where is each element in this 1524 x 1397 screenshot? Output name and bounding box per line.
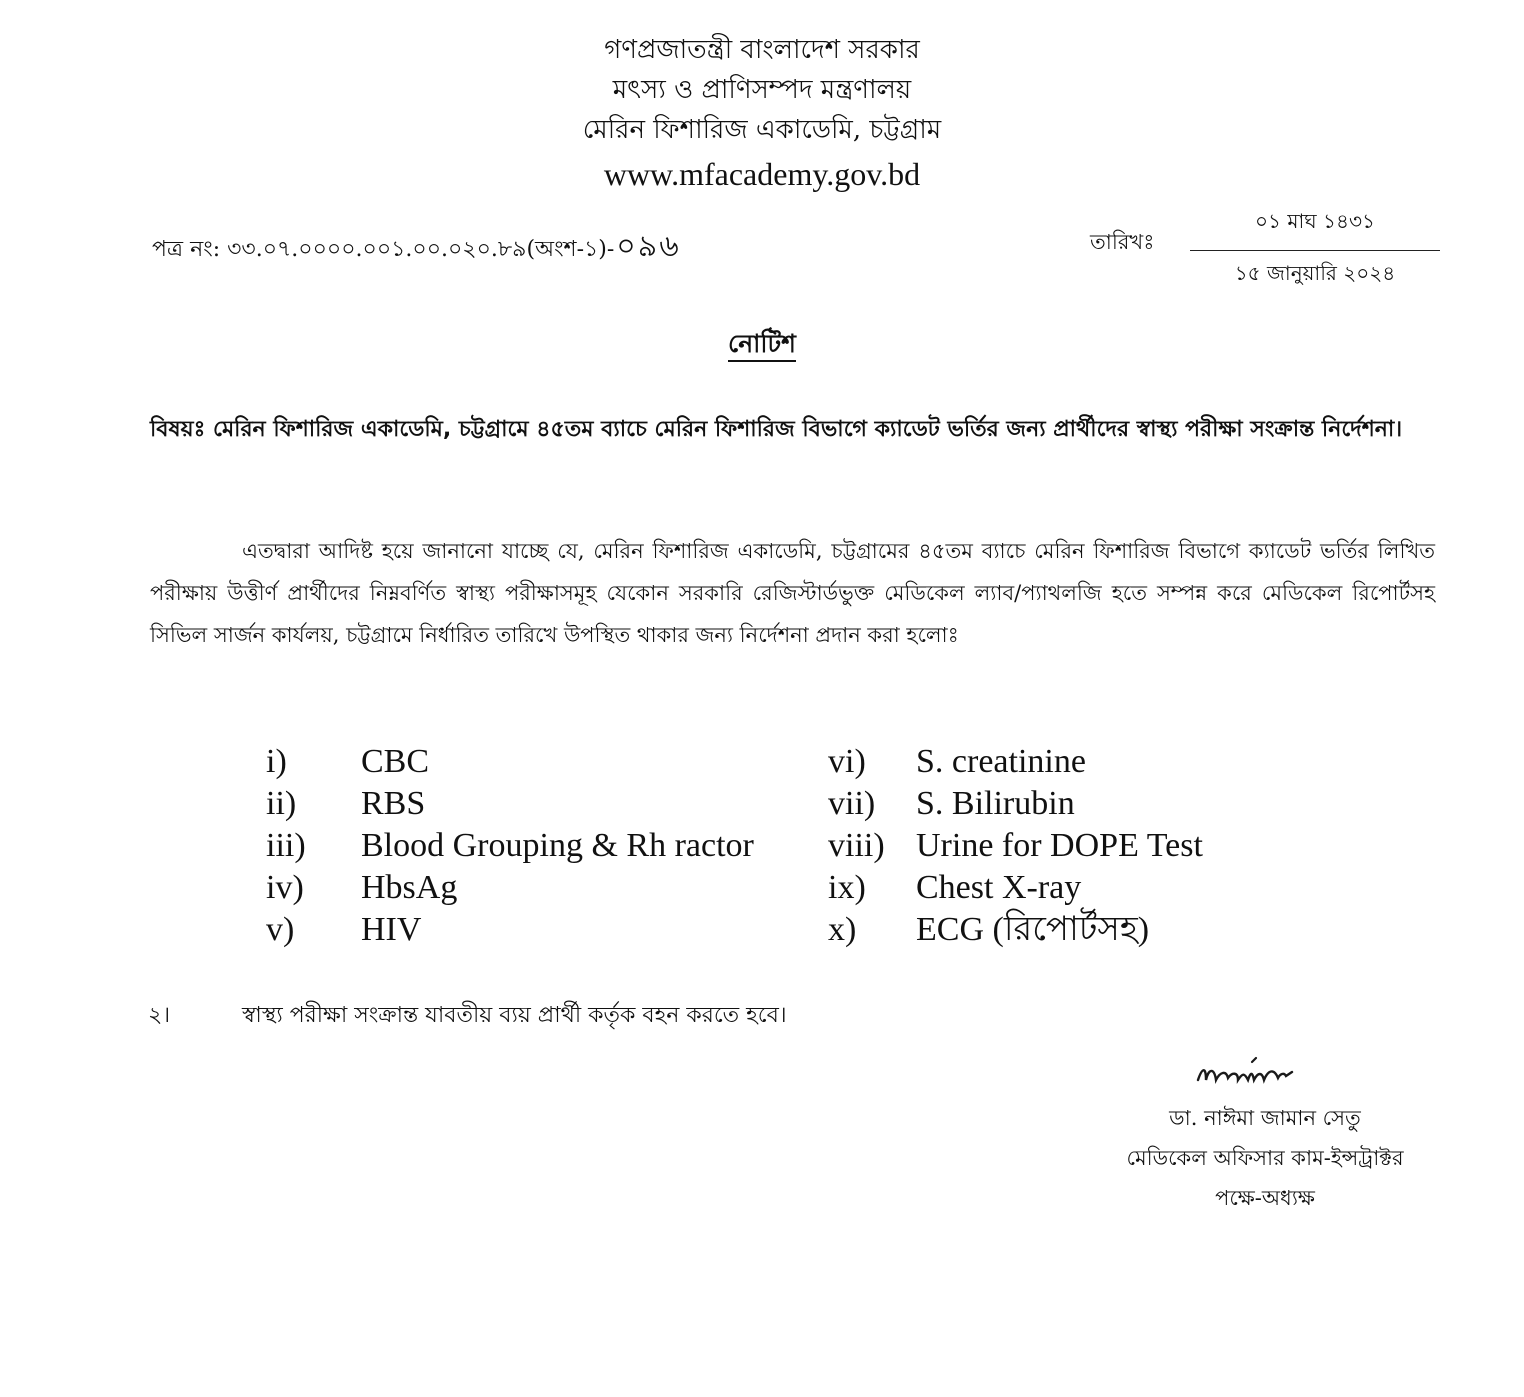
test-number: vi) (828, 743, 866, 780)
test-item (828, 825, 1203, 867)
test-number: v) (266, 911, 295, 948)
test-number: iii) (266, 827, 306, 864)
test-item (828, 783, 1203, 825)
test-name: ECG (রিপোর্টসহ) (916, 911, 1150, 948)
test-item (266, 741, 754, 783)
test-name: HbsAg (361, 869, 458, 906)
signatory-name: ডা. নাঈমা জামান সেতু (1169, 1106, 1361, 1130)
test-item (266, 783, 754, 825)
notice-heading (0, 324, 1524, 367)
handwritten-signature (1192, 1050, 1322, 1096)
point-number: ২। (148, 1003, 171, 1028)
test-name: S. creatinine (916, 743, 1086, 780)
instruction-point-2 (148, 998, 787, 1035)
signatory-on-behalf: পক্ষে-অধ্যক্ষ (1215, 1186, 1315, 1210)
letterhead (0, 30, 1524, 196)
test-name: S. Bilirubin (916, 785, 1075, 822)
signatory-designation: মেডিকেল অফিসার কাম-ইন্সট্রাক্টর (1126, 1146, 1404, 1170)
signature-block (1080, 1050, 1450, 1218)
test-name: RBS (361, 785, 426, 822)
test-number: iv) (266, 869, 304, 906)
memo-number (152, 222, 681, 273)
test-item (266, 825, 754, 867)
test-name: Chest X-ray (916, 869, 1082, 906)
test-item (266, 867, 754, 909)
website-url[interactable]: www.mfacademy.gov.bd (603, 156, 921, 192)
test-number: ii) (266, 785, 297, 822)
test-number: ix) (828, 869, 866, 906)
test-name: CBC (361, 743, 430, 780)
academy-name: মেরিন ফিশারিজ একাডেমি, চট্টগ্রাম (582, 115, 942, 145)
point-text: স্বাস্থ্য পরীক্ষা সংক্রান্ত যাবতীয় ব্যয় প্রার্থী কর্তৃক বহন করতে হবে। (242, 1003, 787, 1028)
government-name: গণপ্রজাতন্ত্রী বাংলাদেশ সরকার (604, 35, 920, 65)
test-item (828, 867, 1203, 909)
date-label: তারিখঃ (1090, 230, 1155, 254)
subject-line: বিষয়ঃ মেরিন ফিশারিজ একাডেমি, চট্টগ্রামে ৪৫তম ব্যাচে মেরিন ফিশারিজ বিভাগে ক্যাডেট ভর্তির জন্য প্রার্থীদের স্বাস্থ্য পরীক্ষা সংক্রান্ত নির্দেশনা। (150, 417, 1403, 442)
test-number: x) (828, 911, 857, 948)
test-list-right (828, 741, 1203, 951)
test-item (266, 909, 754, 951)
date-gregorian: ১৫ জানুয়ারি ২০২৪ (1234, 261, 1396, 285)
test-number: vii) (828, 785, 876, 822)
test-name: Blood Grouping & Rh ractor (361, 827, 754, 864)
test-item (828, 909, 1203, 951)
memo-handwritten-number: ০৯৬ (616, 229, 681, 264)
date-block (1190, 207, 1440, 292)
test-list-left (266, 741, 754, 951)
test-number: viii) (828, 827, 885, 864)
body-paragraph: এতদ্বারা আদিষ্ট হয়ে জানানো যাচ্ছে যে, মেরিন ফিশারিজ একাডেমি, চট্টগ্রামের ৪৫তম ব্যাচে মেরিন ফিশারিজ বিভাগে ক্যাডেট ভর্তির লিখিত পরীক্ষায় উত্তীর্ণ প্রার্থীদের নিম্নবর্ণিত স্বাস্থ্য পরীক্ষাসমূহ যেকোন সরকারি রেজিস্টার্ডভুক্ত মেডিকেল ল্যাব/প্যাথলজি হতে সম্পন্ন করে মেডিকেল রিপোর্টসহ সিভিল সার্জন কার্যলয়, চট্টগ্রামে নির্ধারিত তারিখে উপস্থিত থাকার জন্য নির্দেশনা প্রদান করা হলোঃ (150, 539, 1435, 647)
date-bangla: ০১ মাঘ ১৪৩১ (1190, 207, 1440, 251)
test-name: Urine for DOPE Test (916, 827, 1203, 864)
ministry-name: মৎস্য ও প্রাণিসম্পদ মন্ত্রণালয় (612, 75, 912, 105)
test-item (828, 741, 1203, 783)
memo-prefix: পত্র নং: ৩৩.০৭.০০০০.০০১.০০.০২০.৮৯(অংশ-১)- (152, 237, 615, 262)
test-name: HIV (361, 911, 422, 948)
notice-title: নোটিশ (728, 329, 796, 362)
test-number: i) (266, 743, 287, 780)
